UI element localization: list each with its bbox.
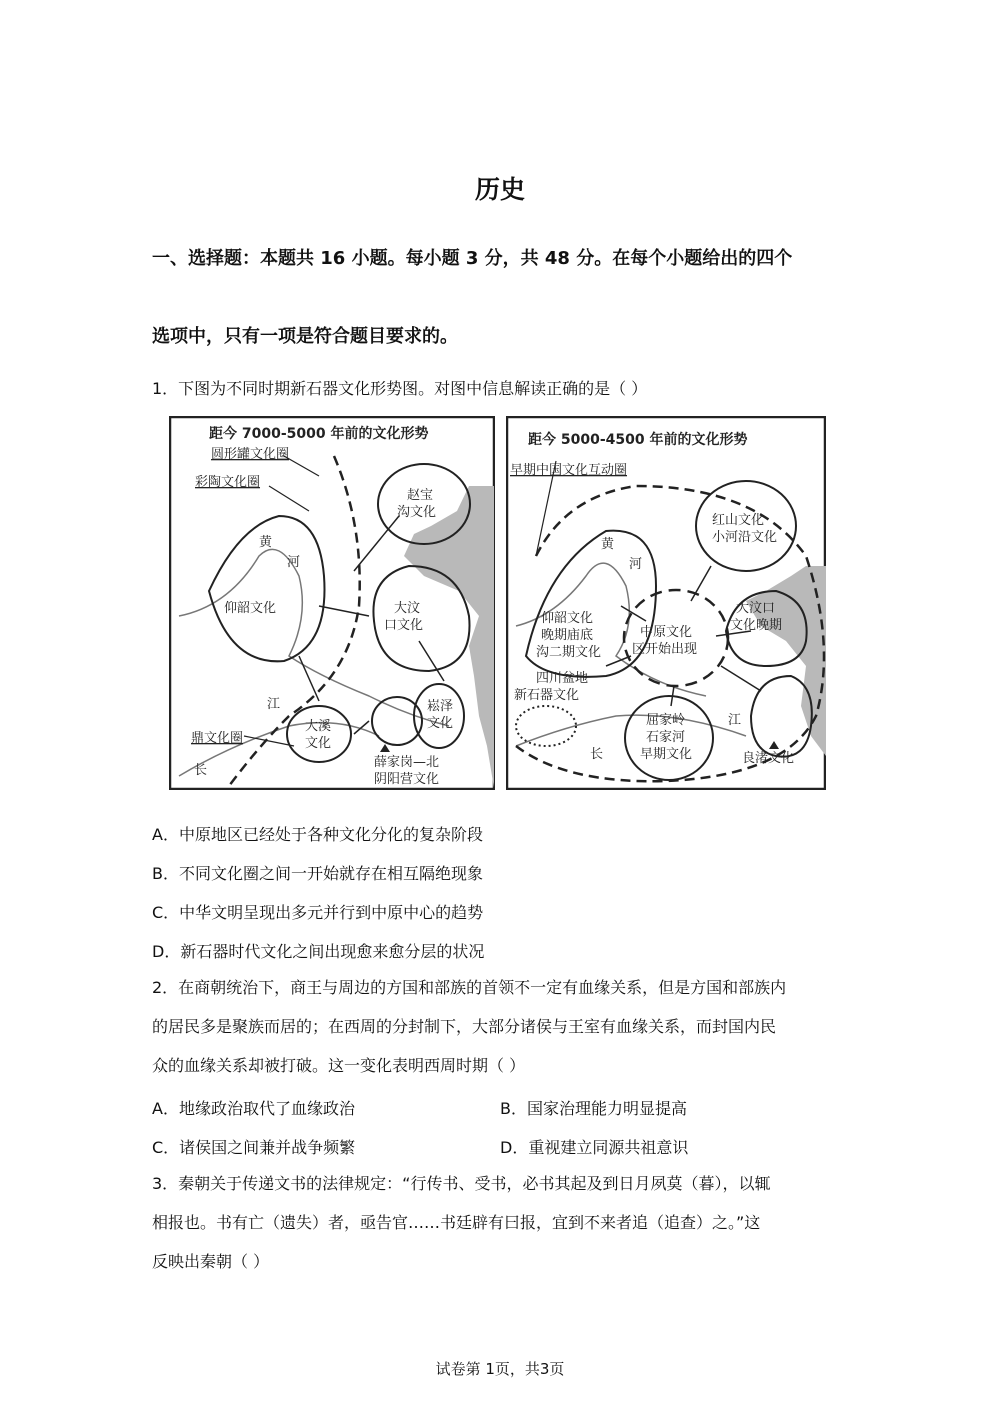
label-he: 河 [629,557,643,572]
q2-option-b: B．国家治理能力明显提高 [500,1099,687,1118]
label-zhaobao-2: 沟文化 [397,505,437,520]
q1-option-c: C．中华文明呈现出多元并行到中原中心的趋势 [152,903,484,922]
label-sichuan-2: 新石器文化 [514,688,580,703]
label-daxi-2: 文化 [305,736,332,751]
label-xuejia-2: 阴阳营文化 [374,772,440,787]
label-qujia-1: 屈家岭 [646,713,686,728]
label-yangshao-late-2: 晚期庙底 [541,628,594,643]
label-chang: 长 [194,763,208,778]
label-ding: 鼎文化圈 [191,731,244,746]
label-xuejia-1: 薛家岗—北 [374,755,440,770]
map-right-title: 距今 5000-4500 年前的文化形势 [528,432,748,448]
label-hongshan-2: 小河沿文化 [712,530,778,545]
page-footer: 试卷第 1页，共3页 [435,1360,565,1378]
label-qujia-2: 石家河 [646,730,686,745]
q2-option-d: D．重视建立同源共祖意识 [500,1138,689,1157]
map-left-title: 距今 7000-5000 年前的文化形势 [209,426,429,442]
label-sichuan-1: 四川盆地 [536,671,589,686]
map-right [506,416,826,790]
label-yangshao: 仰韶文化 [224,601,277,616]
question-3-line3: 反映出秦朝（ ） [152,1252,270,1271]
label-qujia-3: 早期文化 [640,747,693,762]
label-caitao: 彩陶文化圈 [195,475,261,490]
label-yuanxing: 圆形罐文化圈 [211,447,290,462]
q1-option-d: D．新石器时代文化之间出现愈来愈分层的状况 [152,942,485,961]
section-heading-line1: 一、选择题：本题共 16 小题。每小题 3 分，共 48 分。在每个小题给出的四个 [152,248,793,269]
label-jiang: 江 [728,713,742,728]
label-zhaobao-1: 赵宝 [407,488,434,503]
label-yangshao-late-3: 沟二期文化 [536,645,602,660]
label-songze-1: 崧泽 [427,699,454,714]
question-2-line2: 的居民多是聚族而居的；在西周的分封制下，大部分诸侯与王室有血缘关系，而封国内民 [152,1017,777,1036]
question-2-line3: 众的血缘关系却被打破。这一变化表明西周时期（ ） [152,1056,526,1075]
q1-option-a: A．中原地区已经处于各种文化分化的复杂阶段 [152,825,483,844]
label-songze-2: 文化 [427,716,454,731]
label-zhongyuan-1: 中原文化 [640,625,693,640]
label-huang: 黄 [259,535,273,550]
q2-option-c: C．诸侯国之间兼并战争频繁 [152,1138,356,1157]
label-he: 河 [287,555,301,570]
label-dawen-late-2: 文化晚期 [730,618,783,633]
question-2-line1: 2．在商朝统治下，商王与周边的方国和部族的首领不一定有血缘关系，但是方国和部族内 [152,978,787,997]
question-3-line2: 相报也。书有亡（遗失）者，亟告官……书廷辟有曰报，宜到不来者追（追查）之。”这 [152,1213,761,1232]
label-dawen-1: 大汶 [394,601,421,616]
label-huang: 黄 [601,537,615,552]
section-heading-line2: 选项中，只有一项是符合题目要求的。 [152,326,458,347]
label-liangzhu: 良渚文化 [742,751,795,766]
question-3-line1: 3．秦朝关于传递文书的法律规定：“行传书、受书，必书其起及到日月夙莫（暮），以辄 [152,1174,771,1193]
label-yangshao-late-1: 仰韶文化 [541,611,594,626]
q1-option-b: B．不同文化圈之间一开始就存在相互隔绝现象 [152,864,483,883]
question-1-stem: 1．下图为不同时期新石器文化形势图。对图中信息解读正确的是（ ） [152,379,648,398]
label-hongshan-1: 红山文化 [712,513,765,528]
label-daxi-1: 大溪 [305,719,332,734]
label-chang: 长 [590,747,604,762]
q2-option-a: A．地缘政治取代了血缘政治 [152,1099,355,1118]
map-left [169,416,495,790]
label-dawen-late-1: 大汶口 [736,601,776,616]
page-title: 历史 [474,175,525,204]
label-hudong: 早期中国文化互动圈 [510,463,628,478]
label-dawen-2: 口文化 [384,618,424,633]
label-zhongyuan-2: 区开始出现 [632,642,698,657]
label-jiang: 江 [267,697,281,712]
